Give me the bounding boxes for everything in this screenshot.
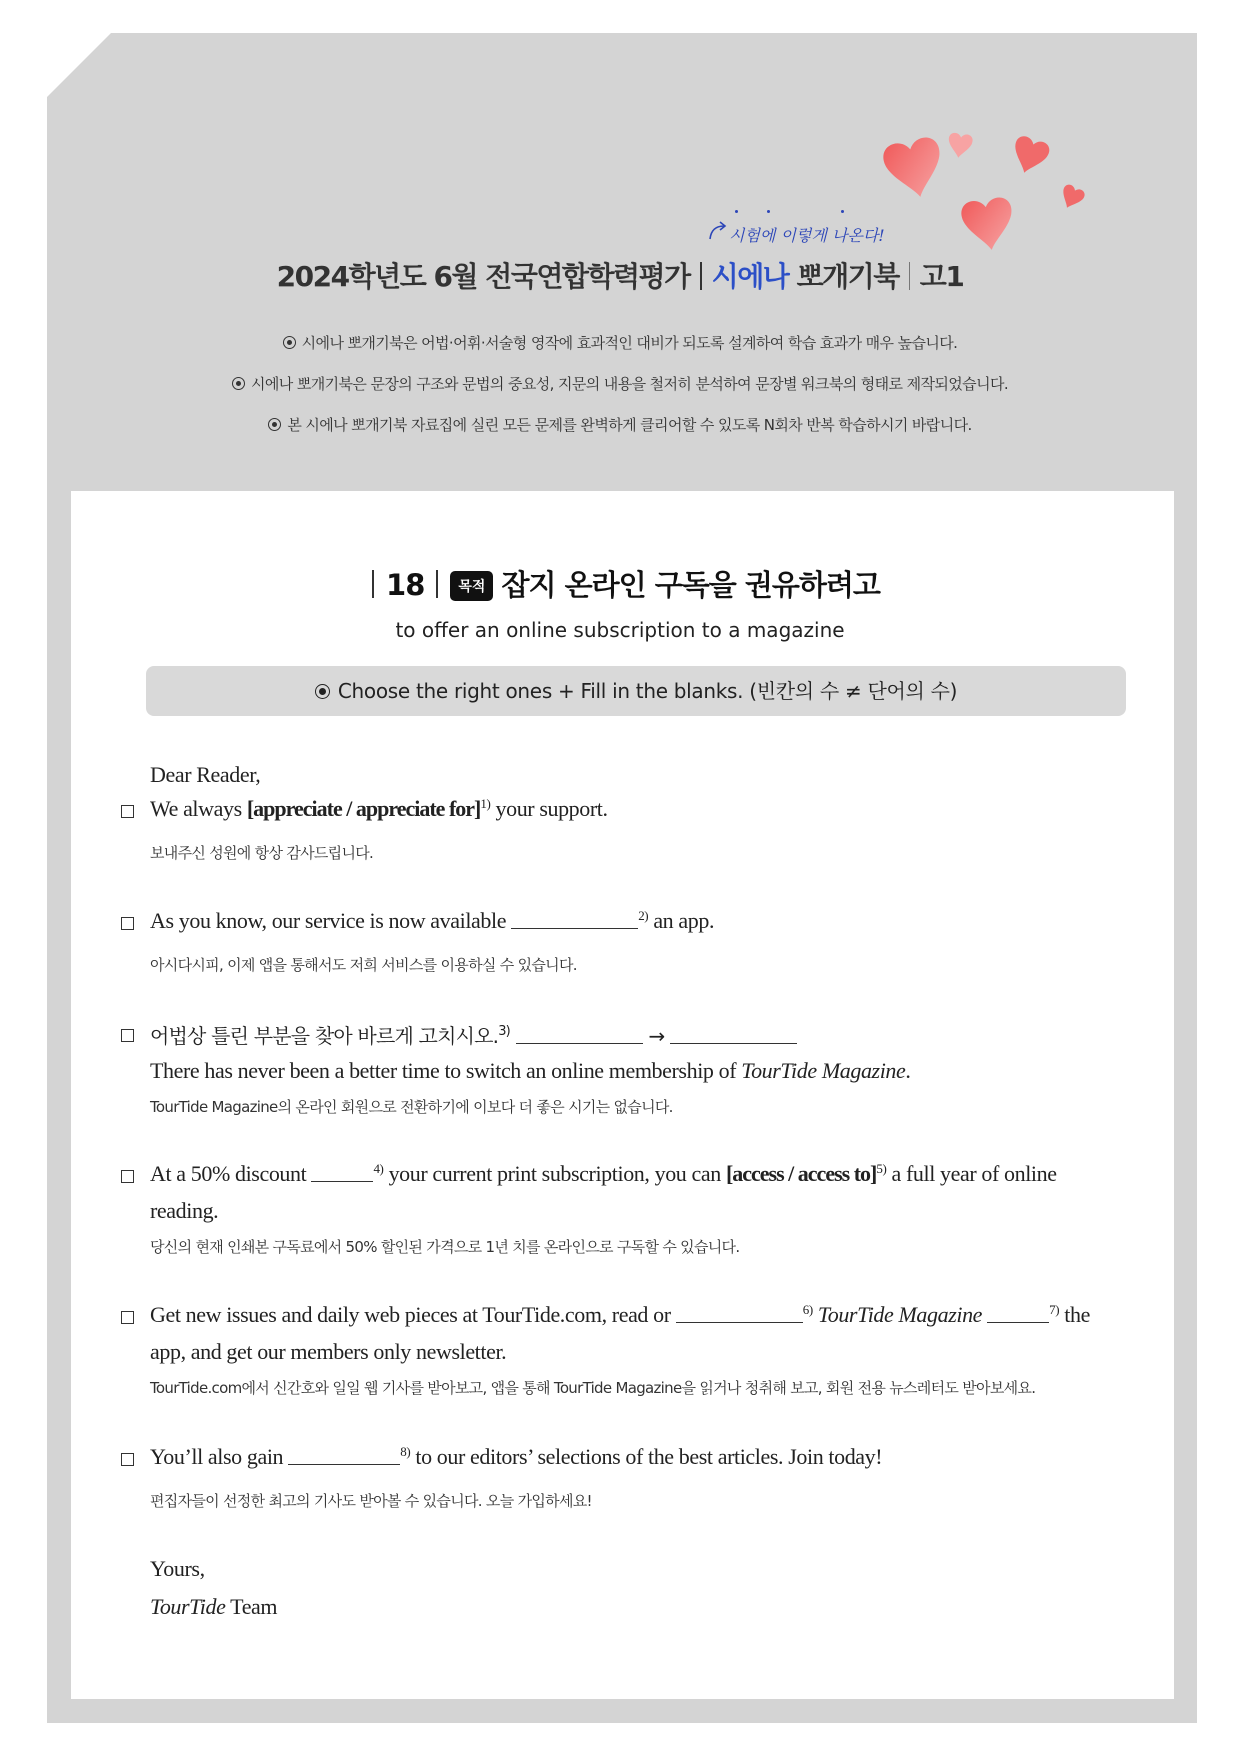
checkbox[interactable] — [121, 1453, 134, 1466]
intro-line: 본 시에나 뽀개기북 자료집에 실린 모든 문제를 완벽하게 클리어할 수 있도록 N회차 반복 학습하시기 바랍니다. — [0, 414, 1240, 435]
question-type-tag: 목적 — [450, 571, 493, 601]
sentence-1: We always [appreciate / appreciate for]$^{1)}$ your support. — [150, 796, 608, 821]
sentence-4-cont: reading. — [150, 1198, 219, 1223]
bullet-icon — [283, 336, 296, 349]
blank-7[interactable] — [987, 1304, 1049, 1323]
divider — [372, 570, 374, 598]
blank-4[interactable] — [311, 1163, 373, 1182]
sentence-6: You’ll also gain $^{8)}$ to our editors’ selections of the best articles. Join today! — [150, 1444, 883, 1469]
heart-icon — [1008, 134, 1052, 178]
blank-8[interactable] — [288, 1446, 400, 1465]
sentence-2: As you know, our service is now available $^{2)}$ an app. — [150, 908, 715, 933]
heart-icon — [881, 135, 948, 203]
heart-icon — [946, 132, 973, 159]
intro-line: 시에나 뽀개기북은 문장의 구조와 문법의 중요성, 지문의 내용을 철저히 분석하여 문장별 워크북의 형태로 제작되었습니다. — [0, 373, 1240, 394]
question-subtitle: to offer an online subscription to a magazine — [395, 618, 845, 642]
checkbox[interactable] — [121, 1170, 134, 1183]
instruction-bar — [146, 666, 1126, 716]
arrow-icon: → — [648, 1024, 665, 1048]
blank-6[interactable] — [676, 1304, 803, 1323]
question-title: 잡지 온라인 구독을 권유하려고 — [501, 568, 880, 602]
translation-4: 당신의 현재 인쇄본 구독료에서 50% 할인된 가격으로 1년 치를 온라인으로 구독할 수 있습니다. — [150, 1238, 740, 1256]
exam-name: 2024학년도 6월 전국연합학력평가 — [276, 260, 690, 293]
translation-6: 편집자들이 선정한 최고의 기사도 받아볼 수 있습니다. 오늘 가입하세요! — [150, 1492, 592, 1510]
correction-prompt: 어법상 틀린 부분을 찾아 바르게 고치시오.$^{3)}$ → — [150, 1020, 797, 1049]
translation-2: 아시다시피, 이제 앱을 통해서도 저희 서비스를 이용하실 수 있습니다. — [150, 956, 577, 974]
document-title — [0, 255, 1240, 295]
brand-name: 시에나 — [711, 260, 789, 293]
checkbox[interactable] — [121, 1311, 134, 1324]
hearts-decoration — [880, 125, 1100, 270]
translation-3: TourTide Magazine의 온라인 회원으로 전환하기에 이보다 더 좋은 시기는 없습니다. — [150, 1098, 673, 1116]
choice-5: [access / access to] — [725, 1161, 877, 1186]
letter-closing: Yours, — [150, 1556, 205, 1581]
bullet-icon — [232, 377, 245, 390]
instruction-text: Choose the right ones + Fill in the blanks. (빈칸의 수 ≠ 단어의 수) — [337, 679, 958, 703]
checkbox[interactable] — [121, 1029, 134, 1042]
intro-line: 시에나 뽀개기북은 어법·어휘·서술형 영작에 효과적인 대비가 되도록 설계하여 학습 효과가 매우 높습니다. — [0, 332, 1240, 353]
book-name: 뽀개기북 — [796, 260, 899, 293]
title-divider — [700, 262, 702, 290]
sentence-4: At a 50% discount $^{4)}$ your current print subscription, you can [access / access to]$^{5)}$ a full year of online — [150, 1161, 1057, 1186]
divider — [436, 570, 438, 598]
blank-3-wrong[interactable] — [516, 1025, 643, 1044]
sentence-3: There has never been a better time to switch an online membership of TourTide Magazine. — [150, 1058, 911, 1083]
heart-icon — [1057, 183, 1086, 213]
letter-greeting: Dear Reader, — [150, 762, 261, 787]
sentence-5-cont: app, and get our members only newsletter. — [150, 1339, 507, 1364]
folded-corner — [47, 33, 111, 97]
question-header — [0, 563, 1240, 604]
question-number: 18 — [386, 568, 425, 602]
blank-2[interactable] — [511, 910, 638, 929]
checkbox[interactable] — [121, 805, 134, 818]
heart-icon — [960, 196, 1017, 254]
title-divider — [909, 262, 910, 290]
translation-1: 보내주신 성원에 항상 감사드립니다. — [150, 844, 374, 862]
curved-arrow-icon — [707, 220, 729, 242]
checkbox[interactable] — [121, 917, 134, 930]
blank-3-correct[interactable] — [670, 1025, 797, 1044]
bullet-icon — [315, 684, 330, 699]
bullet-icon — [268, 418, 281, 431]
tagline — [707, 208, 907, 248]
sentence-5: Get new issues and daily web pieces at TourTide.com, read or $^{6)}$ TourTide Magazine $^{7)}$ the — [150, 1302, 1090, 1327]
tagline-text: 시험에 이렇게 나온다! — [729, 226, 885, 245]
choice-1: [appreciate / appreciate for] — [246, 796, 481, 821]
translation-5: TourTide.com에서 신간호와 일일 웹 기사를 받아보고, 앱을 통해 TourTide Magazine을 읽거나 청취해 보고, 회원 전용 뉴스레터도 받아보세요. — [150, 1379, 1036, 1397]
grade-label: 고1 — [919, 260, 964, 293]
letter-signature: TourTide Team — [150, 1594, 278, 1619]
